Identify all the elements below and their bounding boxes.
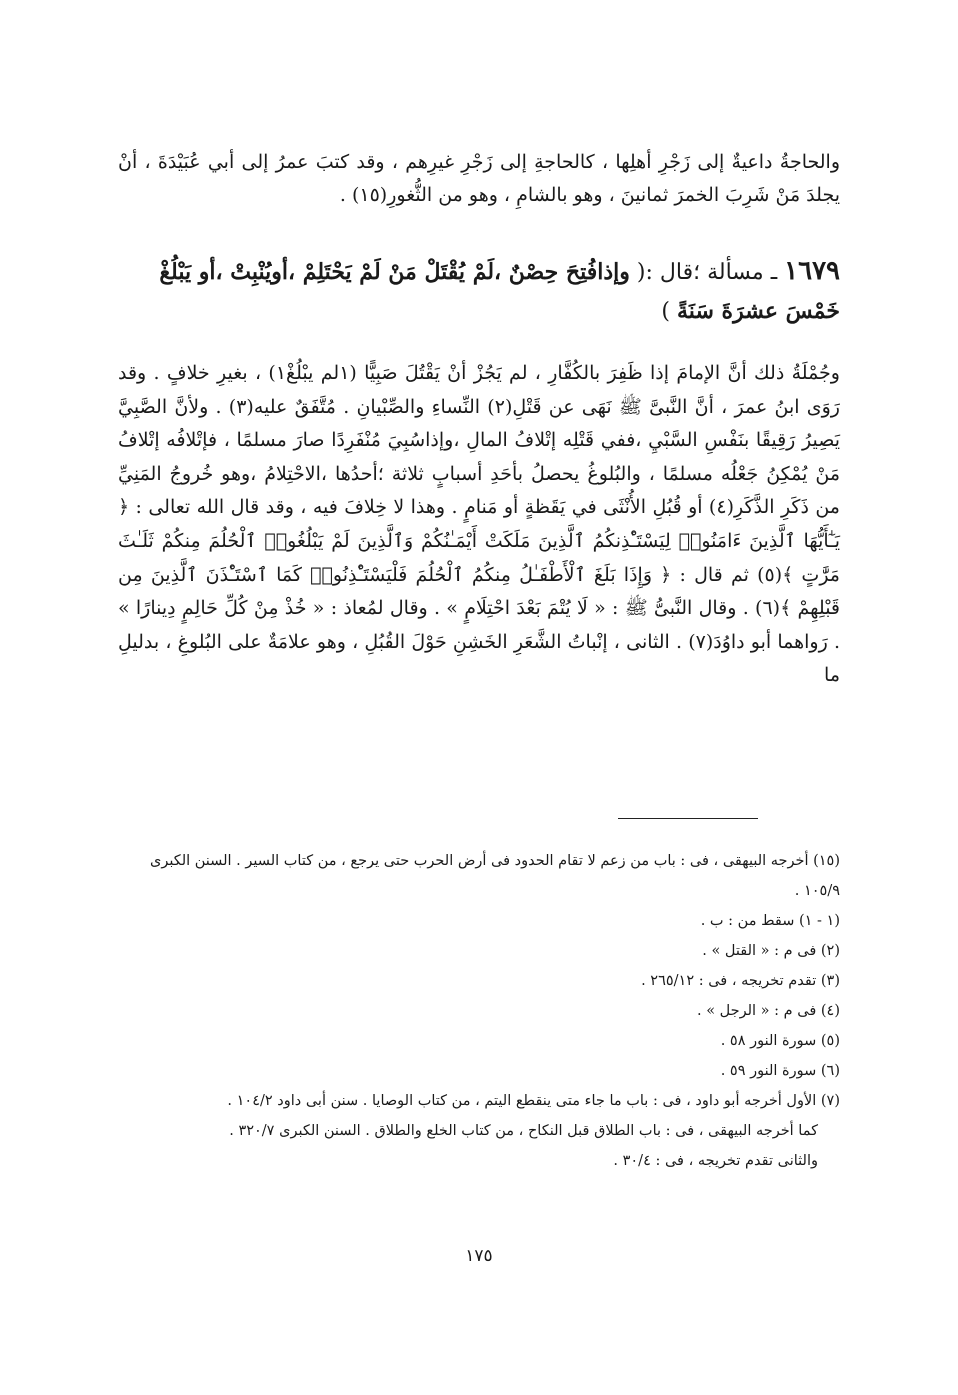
footnote: (٤) فى م : « الرجل » . [696,1003,840,1019]
issue-prefix: ـ مسألة ؛قال :( [636,260,778,285]
page-number: ١٧٥ [465,1246,493,1266]
footnote-divider [618,818,758,819]
footnote: (٦) سورة النور ٥٩ . [720,1063,840,1079]
footnote: (١٥) أخرجه البيهقى ، فى : باب من زعم لا تقام الحدود فى أرض الحرب حتى يرجع ، من كتاب السير . السنن الكبرى ١٠٥/٩ . [149,853,840,899]
issue-text: وإذافُتِحَ حِصْنٌ ،لَمْ يُقْتَلْ مَنْ لَمْ يَحْتَلِمْ ،أويُنْبِتْ ،أو يَبْلُغْ خَمْسَ عشرَةَ سَنَةً [159,259,840,324]
footnote: (٢) فى م : « القتل » . [702,943,840,959]
footnote: (٧) الأول أخرجه أبو داود ، فى : باب ما جاء متى ينقطع اليتم ، من كتاب الوصايا . سنن أبى داود ١٠٤/٢ . [227,1093,840,1109]
issue-suffix: ) [661,299,671,324]
issue-number: ١٦٧٩ [784,256,840,286]
issue-heading [118,252,840,331]
footnote: (١ - ١) سقط من : ب . [700,913,840,929]
main-paragraph: وجُمْلَةُ ذلك أنَّ الإمامَ إذا ظَفِرَ بالكُفَّارِ ، لم يَجُزْ أنْ يَقْتُلَ صَبِيًّا (١لم يبْلُغْ١) ، بغيرِ خلافٍ . وقد رَوَى ابنُ عمرَ ، أنَّ النَّبىَّ ﷺ نَهَى عن قَتْلِ(٢) النِّساءِ والصِّبْيانِ . مُتَّفَقٌ عليه(٣) . ولأنَّ الصَّبِيَّ يَصِيرُ رَقِيقًا بنَفْسِ السَّبْيِ ،ففي قَتْلِه إتْلافُ المالِ ،وإذاسُبِيَ مُنْفَرِدًا صارَ مسلمًا ، فإتْلافُه إتْلافُ مَنْ يُمْكِنُ جَعْلُه مسلمًا ، والبُلوغُ يحصلُ بأحَدِ أسبابٍ ثلاثة ؛أحدُها ،الاحْتِلامُ ،وهو خُروجُ المَنِيِّ من ذَكَرِ الذَّكَرِ(٤) أو قُبُلِ الأُنْثَى في يَقَظةٍ أو مَنامٍ . وهذا لا خِلافَ فيه ، وقد قال الله تعالى : ﴿ يَـٰٓأَيُّهَا ٱلَّذِينَ ءَامَنُوا۟ لِيَسْتَـْٔذِنكُمُ ٱلَّذِينَ مَلَكَتْ أَيْمَـٰنُكُمْ وَٱلَّذِينَ لَمْ يَبْلُغُوا۟ ٱلْحُلُمَ مِنكُمْ ثَلَـٰثَ مَرَّٰتٍ ﴾(٥) ثم قال : ﴿ وَإِذَا بَلَغَ ٱلْأَطْفَـٰلُ مِنكُمُ ٱلْحُلُمَ فَلْيَسْتَـْٔذِنُوا۟ كَمَا ٱسْتَـْٔذَنَ ٱلَّذِينَ مِن قَبْلِهِمْ ﴾(٦) . وقال النَّبىُّ ﷺ : « لَا يُتْمَ بَعْدَ احْتِلَامٍ » . وقال لمُعاذ : « خُذْ مِنْ كُلِّ حَالِمٍ دِينارًا » . رَواهما أبو داوُدَ(٧) . الثانى ، إنْباتُ الشَّعَرِ الخَشِنِ حَوْلَ القُبُلِ ، وهو علامَةٌ على البُلوغِ ، بدليلِ ما [118,362,841,687]
footnote-continuation: كما أخرجه البيهقى ، فى : باب الطلاق قبل النكاح ، من كتاب الخلع والطلاق . السنن الكبرى ٣٢٠/٧ . [229,1123,818,1139]
footnote: (٣) تقدم تخريجه ، فى : ٢٦٥/١٢ . [641,973,840,989]
footnote: (٥) سورة النور ٥٨ . [720,1033,840,1049]
footnote-continuation: والثانى تقدم تخريجه ، فى : ٣٠/٤ . [613,1153,818,1169]
top-paragraph: والحاجةُ داعيةٌ إلى زَجْرِ أهلِها ، كالحاجةِ إلى زَجْرِ غيرِهم ، وقد كتبَ عمرُ إلى أبي عُبَيْدَةَ ، أنْ يجلدَ مَنْ شَرِبَ الخمرَ ثمانينَ ، وهو بالشامِ ، وهو من الثُّغورِ(١٥) . [118,151,840,206]
footnotes [118,846,840,1176]
